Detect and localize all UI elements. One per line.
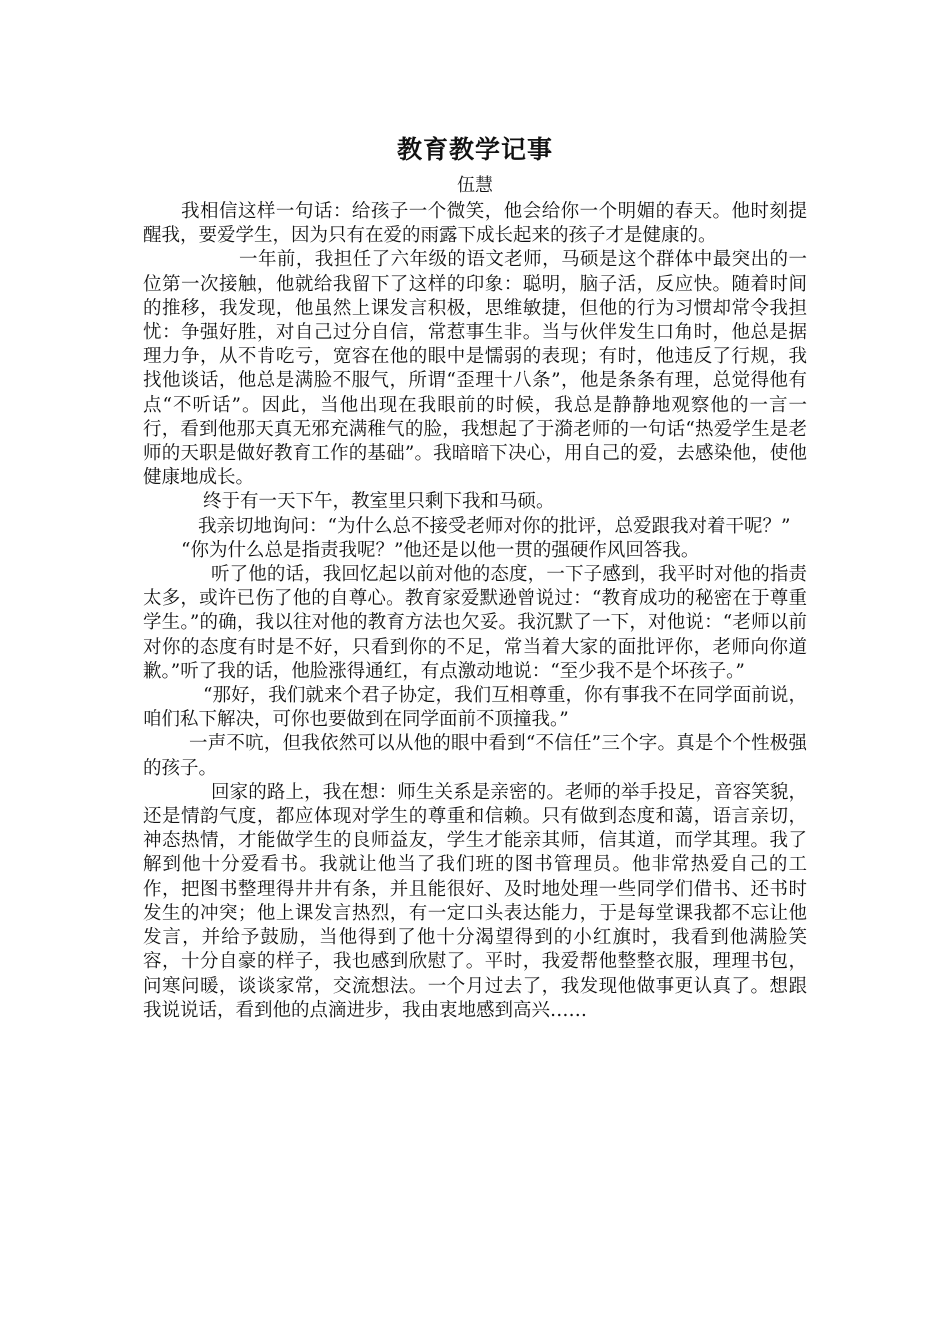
- document-title: 教育教学记事: [396, 135, 553, 164]
- paragraph: “你为什么总是指责我呢？”他还是以他一贯的强硬作风回答我。: [181, 539, 700, 561]
- paragraph: 一年前，我担任了六年级的语文老师，马硕是这个群体中最突出的一位第一次接触，他就给我留下了这样的印象：聪明，脑子活，反应快。随着时间的推移，我发现，他虽然上课发言积极，思维敏捷，但他的行为习惯却常令我担忧：争强好胜，对自己过分自信，常惹事生非。当与伙伴发生口角时，他总是据理力争，从不肯吃亏，宽容在他的眼中是懦弱的表现；有时，他违反了行规，我找他谈话，他总是满脸不服气，所谓“歪理十八条”，他是条条有理，总觉得他有点“不听话”。因此，当他出现在我眼前的时候，我总是静静地观察他的一言一行，看到他那天真无邪充满稚气的脸，我想起了于漪老师的一句话“热爱学生是老师的天职是做好教育工作的基础”。我暗暗下决心，用自己的爱，去感染他，使他健康地成长。: [143, 249, 807, 489]
- paragraph: 我亲切地询问：“为什么总不接受老师对你的批评，总爱跟我对着干呢？”: [198, 515, 791, 537]
- paragraph: 回家的路上，我在想：师生关系是亲密的。老师的举手投足，音容笑貌，还是情韵气度，都应体现对学生的尊重和信赖。只有做到态度和蔼，语言亲切，神态热情，才能做学生的良师益友，学生才能亲其师，信其道，而学其理。我了解到他十分爱看书。我就让他当了我们班的图书管理员。他非常热爱自己的工作，把图书整理得井井有条，并且能很好、及时地处理一些同学们借书、还书时发生的冲突；他上课发言热烈，有一定口头表达能力，于是每堂课我都不忘让他发言，并给予鼓励，当他得到了他十分渴望得到的小红旗时，我看到他满脸笑容，十分自豪的样子，我也感到欣慰了。平时，我爱帮他整整衣服，理理书包，问寒问暖，谈谈家常，交流想法。一个月过去了，我发现他做事更认真了。想跟我说说话，看到他的点滴进步，我由衷地感到高兴……: [143, 781, 807, 1021]
- paragraph: “那好，我们就来个君子协定，我们互相尊重，你有事我不在同学面前说，咱们私下解决，可你也要做到在同学面前不顶撞我。”: [143, 685, 807, 731]
- document-author: 伍慧: [457, 175, 493, 196]
- paragraph: 我相信这样一句话：给孩子一个微笑，他会给你一个明媚的春天。他时刻提醒我，要爱学生，因为只有在爱的雨露下成长起来的孩子才是健康的。: [143, 201, 807, 247]
- paragraph: 一声不吭，但我依然可以从他的眼中看到“不信任”三个字。真是个个性极强的孩子。: [143, 733, 807, 779]
- paragraph: 终于有一天下午，教室里只剩下我和马硕。: [203, 491, 555, 513]
- paragraph: 听了他的话，我回忆起以前对他的态度，一下子感到，我平时对他的指责太多，或许已伤了他的自尊心。教育家爱默逊曾说过：“教育成功的秘密在于尊重学生。”的确，我以往对他的教育方法也欠妥。我沉默了一下，对他说：“老师以前对你的态度有时是不好，只看到你的不足，常当着大家的面批评你，老师向你道歉。”听了我的话，他脸涨得通红，有点激动地说：“至少我不是个坏孩子。”: [143, 564, 807, 682]
- document-body: [143, 200, 807, 1023]
